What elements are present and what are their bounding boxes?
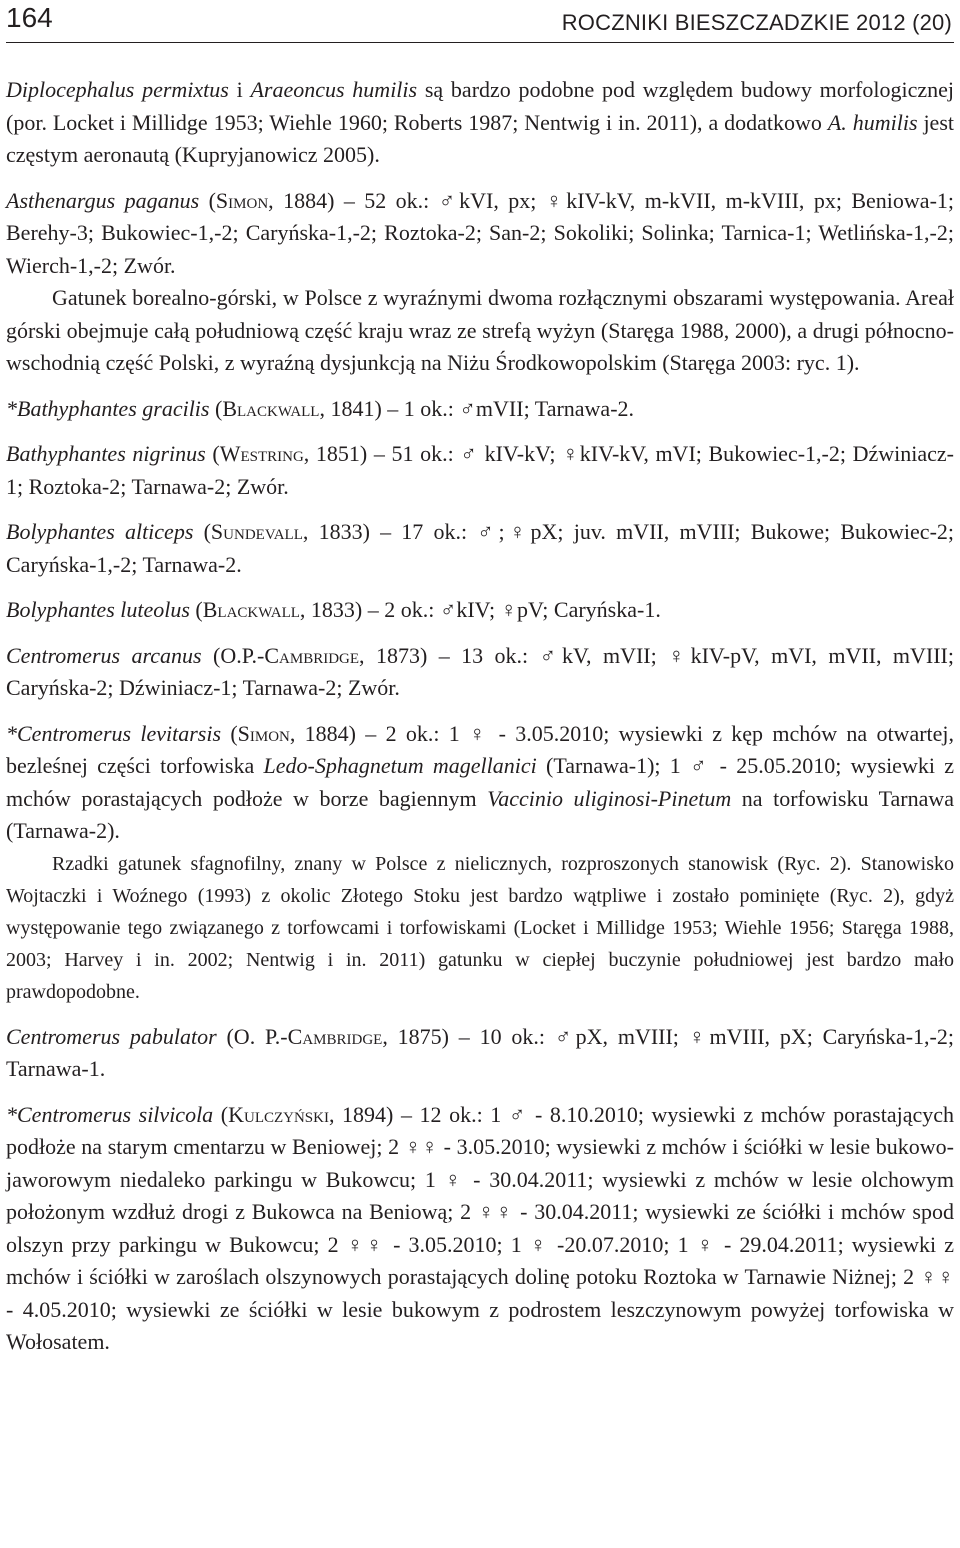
text-run: jest częstym aeronautą (Kupryjanowicz 2005). xyxy=(6,109,954,167)
text-run: (Tarnawa-1); 1 ♂ - 25.05.2010; wysiewki z mchów porastających podłoże w borze bagiennym xyxy=(6,753,954,811)
text-run: , 1833) – 17 ok.: ♂;♀pX; juv. mVII, mVIII; Bukowe; Bukowiec-2; Caryńska-1,-2; Tarnawa-2. xyxy=(6,519,955,577)
page-number: 164 xyxy=(6,2,53,33)
author-name: Cambridge xyxy=(287,1023,383,1049)
text-run: (O. P.- xyxy=(216,1023,288,1049)
article-body xyxy=(6,74,954,1359)
species-entry xyxy=(6,393,954,426)
species-entry xyxy=(6,640,954,705)
text-run: Gatunek borealno-górski, w Polsce z wyraźnymi dwoma rozłącznymi obszarami występowania. Areał górski obejmuje całą południową część kraju wraz ze strefą wyżyn (Staręga 1988, 2000), a drugi północno-wschodnią część Polski, z wyraźną dysjunkcją na Niżu Środkowopolskim (Staręga 2003: ryc. 1). xyxy=(6,285,954,375)
species-name: Bathyphantes nigrinus xyxy=(6,441,206,466)
header-rule xyxy=(6,42,954,43)
text-run: , 1884) – 2 ok.: 1 ♀ - 3.05.2010; wysiewki z kęp mchów na otwartej, bezleśnej części torfowiska xyxy=(6,720,955,778)
species-name: *Centromerus levitarsis xyxy=(6,720,222,746)
text-run: ( xyxy=(213,1101,229,1127)
species-name: Asthenargus paganus xyxy=(6,187,200,213)
species-entry xyxy=(6,438,954,503)
text-run: (O.P.- xyxy=(201,642,265,668)
species-name: Diplocephalus permixtus xyxy=(6,77,229,102)
text-run: ( xyxy=(209,395,223,421)
species-name: Bolyphantes alticeps xyxy=(6,519,194,544)
species-name: Vaccinio uliginosi-Pinetum xyxy=(487,785,732,811)
author-name: Cambridge xyxy=(264,642,360,668)
species-entry xyxy=(6,594,954,627)
species-name: Ledo-Sphagnetum magellanici xyxy=(263,753,537,778)
journal-title: ROCZNIKI BIESZCZADZKIE 2012 (20) xyxy=(561,10,952,35)
author-name: Blackwall xyxy=(202,597,300,622)
text-run: , 1833) – 2 ok.: ♂kIV; ♀pV; Caryńska-1. xyxy=(299,597,661,622)
species-entry xyxy=(6,718,954,848)
text-run: , 1894) – 12 ok.: 1 ♂ - 8.10.2010; wysiewki z mchów porastających podłoże na starym cmentarzu w Beniowej; 2 ♀♀ - 3.05.2010; wysiewki z mchów i ściółki w lesie bukowo-jaworowym niedaleko parkingu w Bukowcu; 1 ♀ - 30.04.2011; wysiewki z mchów w lesie olchowym położonym wzdłuż drogi z Bukowca na Beniową; 2 ♀♀ - 30.04.2011; wysiewki ze ściółki i mchów spod olszyn przy parkingu w Bukowcu; 2 ♀♀ - 3.05.2010; 1 ♀ -20.07.2010; 1 ♀ - 29.04.2011; wysiewki z mchów i ściółki w zaroślach olszynowych porastających dolinę potoku Roztoka w Tarnawie Niżnej; 2 ♀♀ - 4.05.2010; wysiewki ze ściółki w lesie bukowym z podrostem leszczynowym powyżej torfowiska w Wołosatem. xyxy=(6,1101,955,1354)
species-name: *Centromerus silvicola xyxy=(6,1101,214,1127)
species-note xyxy=(6,848,954,1008)
text-run: na torfowisku Tarnawa (Tarnawa-2). xyxy=(6,785,955,843)
text-run: ( xyxy=(189,597,203,622)
species-name: Bolyphantes luteolus xyxy=(6,597,190,622)
author-name: Simon xyxy=(237,720,290,746)
species-entry xyxy=(6,1021,954,1086)
text-run: , 1873) – 13 ok.: ♂kV, mVII; ♀kIV-pV, mVI, mVII, mVIII; Caryńska-2; Dźwiniacz-1; Tarnawa-2; Zwór. xyxy=(6,642,954,700)
author-name: Sundevall xyxy=(210,519,303,544)
species-name: A. humilis xyxy=(827,109,918,135)
text-run: , 1851) – 51 ok.: ♂ kIV-kV; ♀kIV-kV, mVI; Bukowiec-1,-2; Dźwiniacz-1; Roztoka-2; Tarnawa-2; Zwór. xyxy=(6,441,954,499)
author-name: Simon xyxy=(215,187,269,213)
text-run: ( xyxy=(205,441,220,466)
text-run: są bardzo podobne pod względem budowy morfologicznej (por. Locket i Millidge 1953; Wiehle 1960; Roberts 1987; Nentwig i in. 2011), a dodatkowo xyxy=(6,77,954,135)
species-entry xyxy=(6,185,954,283)
author-name: Kulczyński xyxy=(228,1101,329,1127)
author-name: Westring xyxy=(219,441,304,466)
text-run: ( xyxy=(221,720,238,746)
species-name: Centromerus pabulator xyxy=(6,1023,217,1049)
species-name: Centromerus arcanus xyxy=(6,642,202,668)
text-run: i xyxy=(228,77,251,102)
text-run: , 1841) – 1 ok.: ♂mVII; Tarnawa-2. xyxy=(319,395,635,421)
text-run: , 1875) – 10 ok.: ♂pX, mVIII; ♀mVIII, pX; Caryńska-1,-2; Tarnawa-1. xyxy=(6,1023,954,1081)
author-name: Blackwall xyxy=(222,395,320,421)
text-run: ( xyxy=(193,519,211,544)
species-name: *Bathyphantes gracilis xyxy=(6,395,210,421)
text-run: , 1884) – 52 ok.: ♂kVI, px; ♀kIV-kV, m-kVII, m-kVIII, px; Beniowa-1; Berehy-3; Bukowiec-1,-2; Caryńska-1,-2; Roztoka-2; San-2; Sokoliki; Solinka; Tarnica-1; Wetlińska-1,-2; Wierch-1,-2; Zwór. xyxy=(6,187,955,278)
text-run: ( xyxy=(199,187,216,213)
species-note xyxy=(6,282,954,380)
species-entry xyxy=(6,1099,954,1359)
paragraph xyxy=(6,74,954,172)
text-run: Rzadki gatunek sfagnofilny, znany w Polsce z nielicznych, rozproszonych stanowisk (Ryc. 2). Stanowisko Wojtaczki i Woźnego (1993) z okolic Złotego Stoku jest bardzo wątpliwe i zostało pominięte (Ryc. 2), gdyż występowanie tego związanego z torfowcami i torfowiskami (Locket i Millidge 1953; Wiehle 1956; Staręga 1988, 2003; Harvey i in. 2002; Nentwig i in. 2011) gatunku w ciepłej buczynie południowej jest bardzo mało prawdopodobne. xyxy=(6,852,954,1003)
species-name: Araeoncus humilis xyxy=(250,77,418,102)
species-entry xyxy=(6,516,954,581)
